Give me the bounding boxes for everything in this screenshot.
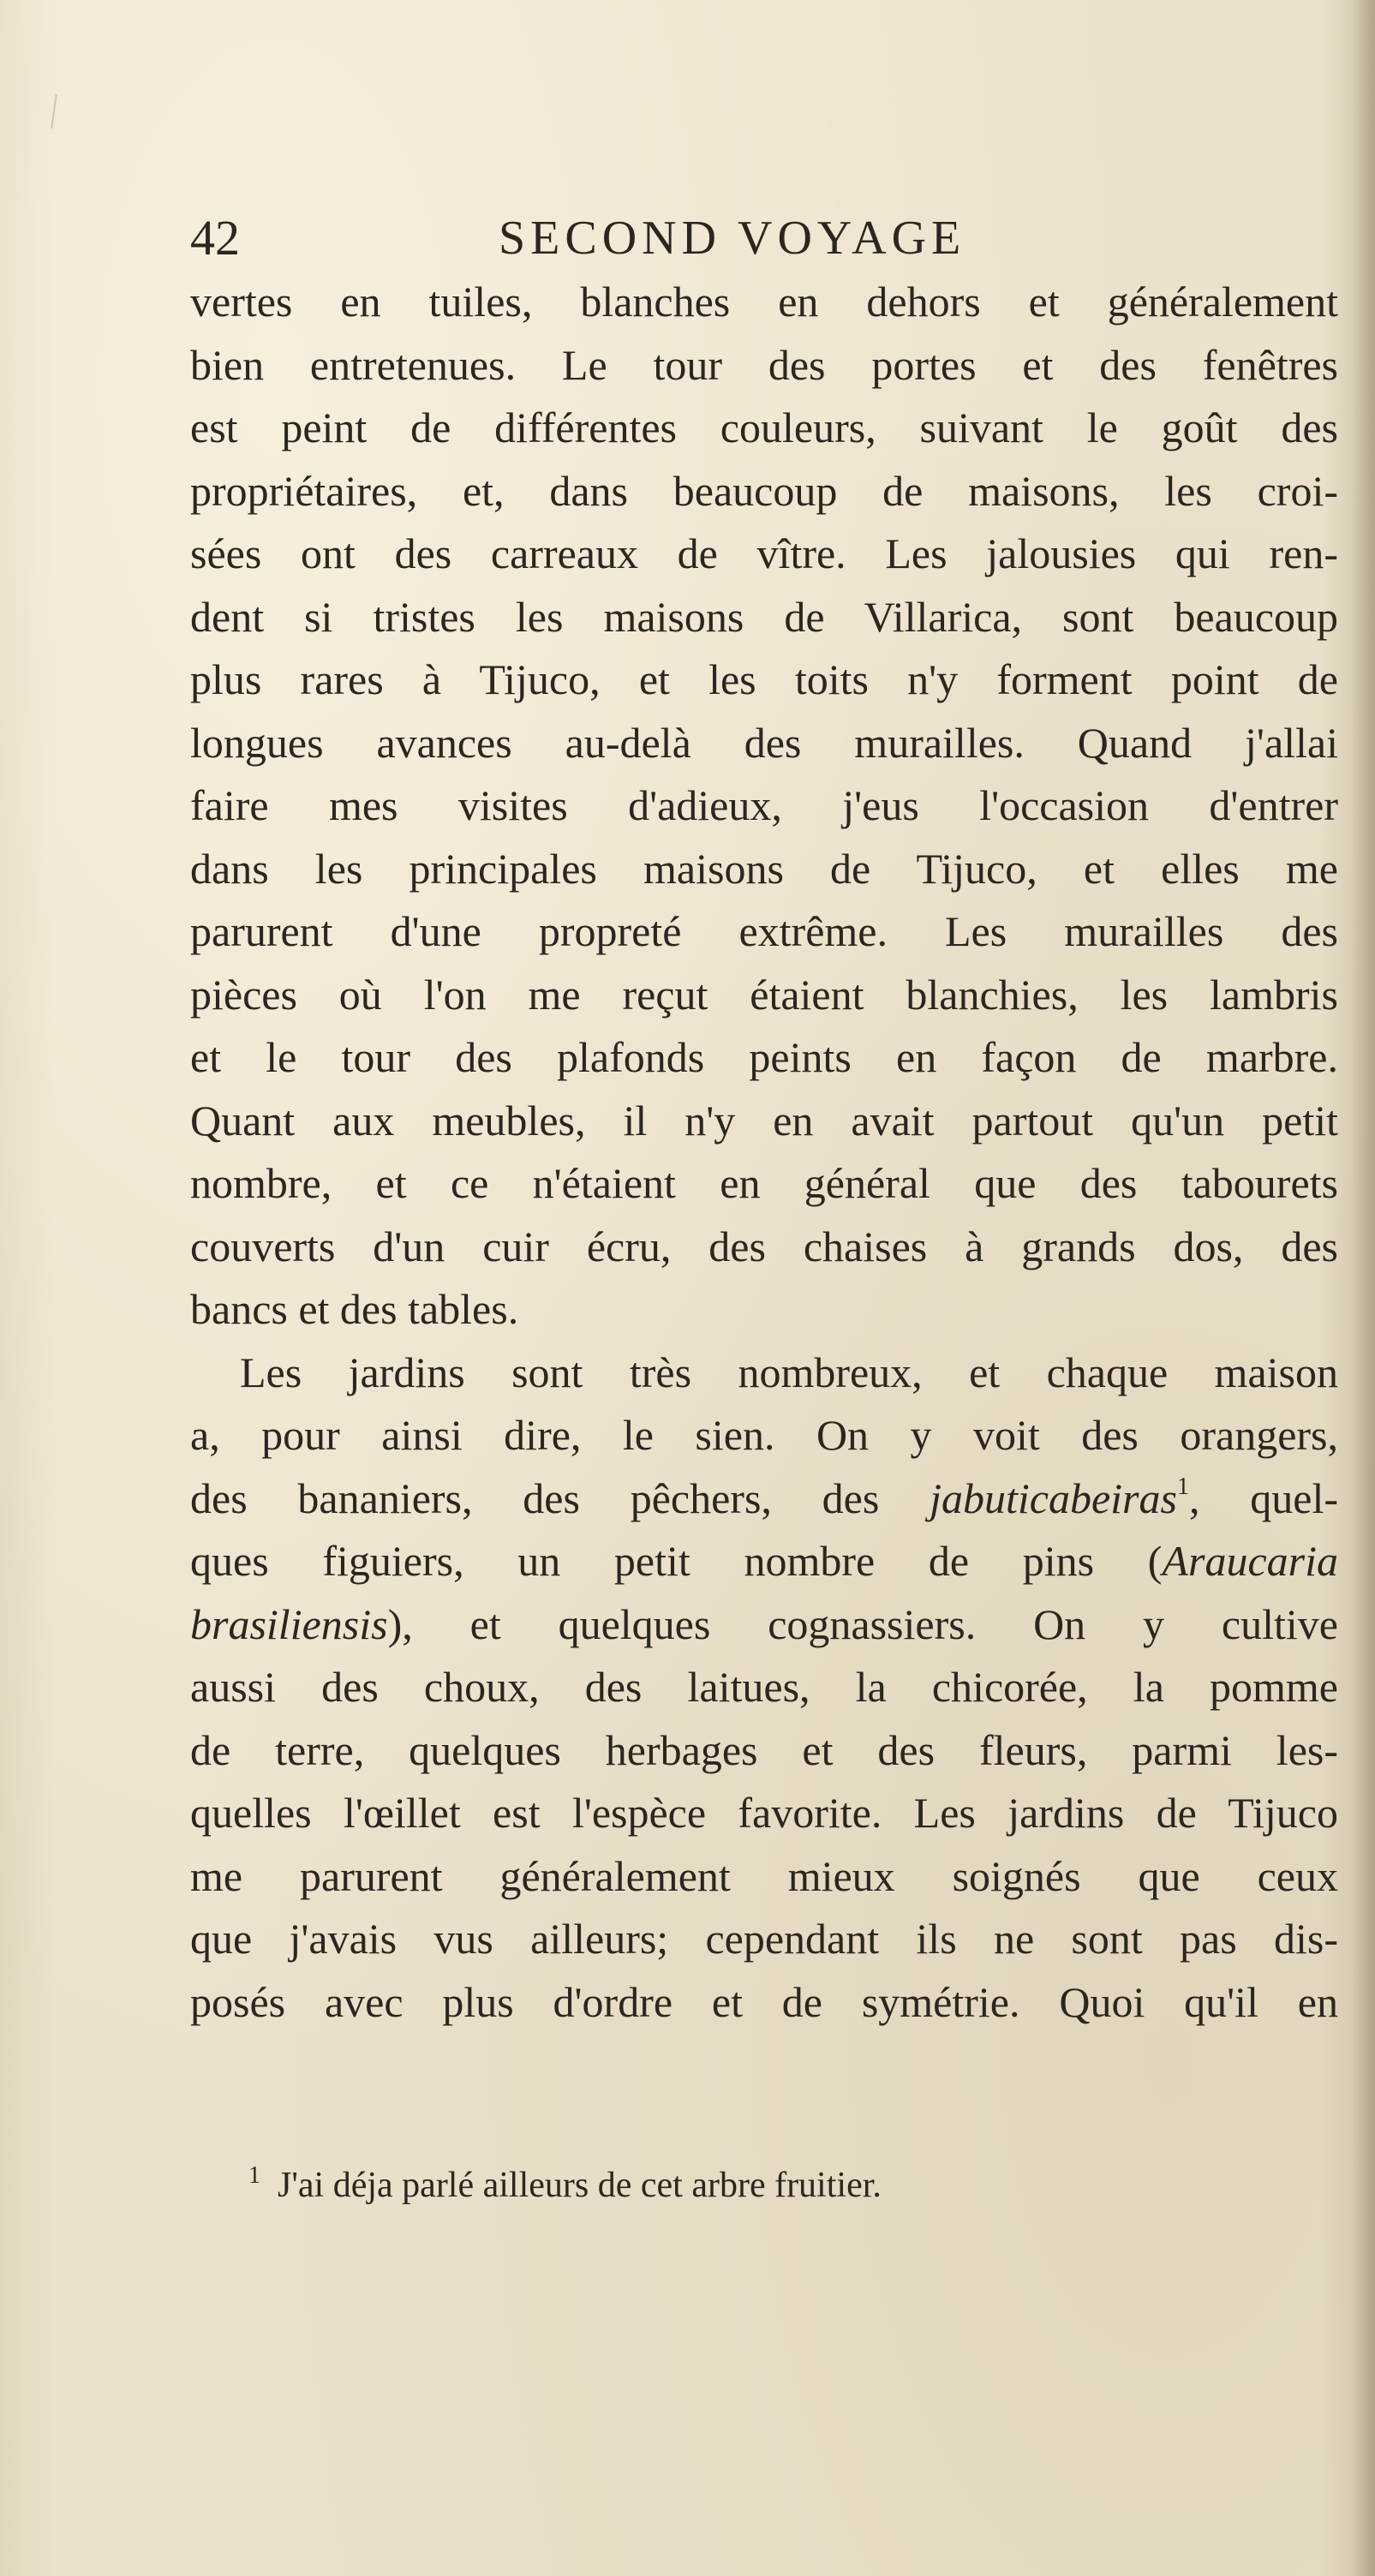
text-line: faire mes visites d'adieux, j'eus l'occasion d'entrer (190, 781, 1338, 829)
text-line: bien entretenues. Le tour des portes et des fenêtres (190, 340, 1338, 389)
running-head: SECOND VOYAGE (499, 212, 966, 265)
text-line: dans les principales maisons de Tijuco, et elles me (190, 844, 1338, 893)
footnote (248, 2150, 882, 2211)
text-line: aussi des choux, des laitues, la chicorée, la pomme (190, 1663, 1338, 1711)
text-segment: ques figuiers, un petit nombre de pins ( (190, 1537, 1163, 1585)
text-line (190, 1467, 1338, 1531)
body-text (190, 271, 1338, 2034)
text-line: nombre, et ce n'étaient en général que des tabourets (190, 1159, 1338, 1207)
footnote-marker: 1 (248, 2162, 260, 2189)
text-line: de terre, quelques herbages et des fleurs, parmi les- (190, 1725, 1338, 1774)
text-line: est peint de différentes couleurs, suivant le goût des (190, 403, 1338, 451)
text-line: et le tour des plafonds peints en façon de marbre. (190, 1033, 1338, 1081)
italic-term: Araucaria (1162, 1537, 1338, 1585)
paragraph-2 (190, 1342, 1338, 2035)
text-line: dent si tristes les maisons de Villarica, sont beaucoup (190, 592, 1338, 641)
text-line: a, pour ainsi dire, le sien. On y voit des orangers, (190, 1411, 1338, 1459)
text-line: bancs et des tables. (190, 1285, 519, 1333)
text-line: Quant aux meubles, il n'y en avait partout qu'un petit (190, 1096, 1338, 1145)
page-edge-shadow (1351, 0, 1375, 2576)
italic-term: jabuticabeiras (930, 1473, 1177, 1522)
text-line: que j'avais vus ailleurs; cependant ils ne sont pas dis- (190, 1915, 1338, 1963)
text-segment: ), et quelques cognassiers. On y cultive (387, 1599, 1338, 1648)
paper-mark (51, 94, 57, 129)
footnote-reference: 1 (1176, 1473, 1189, 1500)
text-line: longues avances au-delà des murailles. Quand j'allai (190, 718, 1338, 767)
page-number: 42 (190, 210, 240, 266)
text-line: posés avec plus d'ordre et de symétrie. Quoi qu'il en (190, 1977, 1338, 2026)
italic-term: brasiliensis (190, 1599, 388, 1648)
text-line: plus rares à Tijuco, et les toits n'y forment point de (190, 655, 1338, 703)
paragraph-1 (190, 271, 1338, 1342)
text-segment: , quel- (1188, 1473, 1338, 1522)
text-line: vertes en tuiles, blanches en dehors et généralement (190, 278, 1338, 326)
text-line (190, 1530, 1338, 1593)
text-line: propriétaires, et, dans beaucoup de maisons, les croi- (190, 466, 1338, 515)
text-line: Les jardins sont très nombreux, et chaque maison (240, 1348, 1338, 1396)
text-line: couverts d'un cuir écru, des chaises à grands dos, des (190, 1222, 1338, 1270)
text-line: parurent d'une propreté extrême. Les murailles des (190, 907, 1338, 955)
footnote-text: J'ai déja parlé ailleurs de cet arbre fruitier. (278, 2166, 882, 2205)
text-line: me parurent généralement mieux soignés que ceux (190, 1851, 1338, 1900)
text-line: quelles l'œillet est l'espèce favorite. Les jardins de Tijuco (190, 1789, 1338, 1837)
page-header (190, 204, 1338, 272)
text-line (190, 1593, 1338, 1657)
text-segment: des bananiers, des pêchers, des (190, 1473, 930, 1522)
text-line: pièces où l'on me reçut étaient blanchies, les lambris (190, 970, 1338, 1019)
text-line: sées ont des carreaux de vître. Les jalousies qui ren- (190, 529, 1338, 577)
